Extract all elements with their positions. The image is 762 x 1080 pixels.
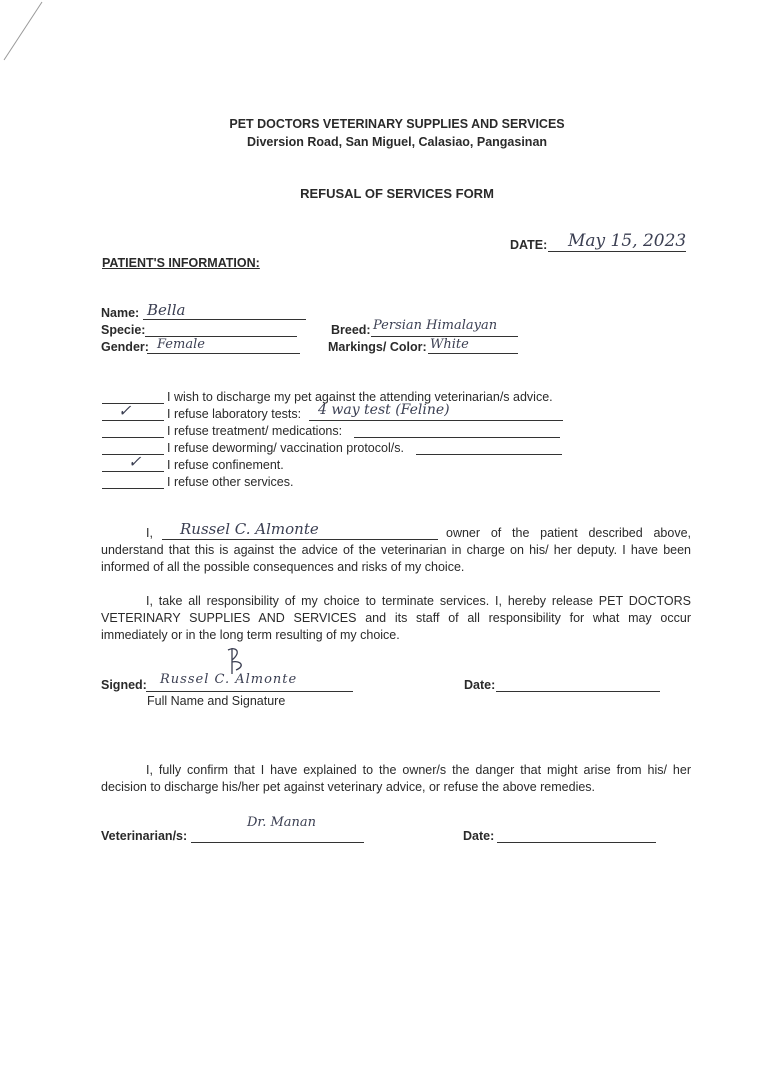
scan-corner-mark <box>0 0 60 70</box>
date-value[interactable]: May 15, 2023 <box>568 231 687 251</box>
option-3-text: I refuse treatment/ medications: <box>167 424 343 438</box>
option-3-mark-line[interactable] <box>102 437 164 438</box>
signature-caption: Full Name and Signature <box>147 694 286 708</box>
veterinarian-date-line[interactable] <box>497 842 656 843</box>
statement-line2: understand that this is against the advice of the veterinarian in charge on his/ her deputy. I have been <box>101 543 691 557</box>
veterinarian-label: Veterinarian/s: <box>101 829 188 843</box>
veterinarian-date-label: Date: <box>463 829 495 843</box>
signed-label: Signed: <box>101 678 147 692</box>
signed-date-line[interactable] <box>496 691 660 692</box>
owner-name-value[interactable]: Russel C. Almonte <box>180 520 319 538</box>
owner-name-line <box>162 539 438 540</box>
name-line <box>143 319 306 320</box>
option-4-text: I refuse deworming/ vaccination protocol/s. <box>167 441 404 455</box>
option-2-detail[interactable]: 4 way test (Feline) <box>318 402 450 418</box>
veterinarian-value[interactable]: Dr. Manan <box>247 815 317 830</box>
statement-line1-rest: owner of the patient described above, <box>446 526 691 540</box>
patient-section-title: PATIENT'S INFORMATION: <box>102 256 260 270</box>
markings-label: Markings/ Color: <box>328 340 427 354</box>
gender-value[interactable]: Female <box>157 337 205 352</box>
date-label: DATE: <box>510 238 548 252</box>
option-6-mark-line[interactable] <box>102 488 164 489</box>
signed-date-label: Date: <box>464 678 496 692</box>
option-5-mark-line[interactable] <box>102 471 164 472</box>
release-paragraph: I, take all responsibility of my choice to terminate services. I, hereby release PET DOCTORS VETERINARY SUPPLIES AND SERVICES and its staff of all responsibility for what may occur immediately or in the long term resulting of my choice. <box>101 594 691 642</box>
name-label: Name: <box>101 306 140 320</box>
option-1-mark-line[interactable] <box>102 403 164 404</box>
veterinarian-line <box>191 842 364 843</box>
signed-value[interactable]: Russel C. Almonte <box>160 672 298 687</box>
option-1-text: I wish to discharge my pet against the attending veterinarian/s advice. <box>167 390 553 404</box>
company-name: PET DOCTORS VETERINARY SUPPLIES AND SERVICES <box>229 117 565 131</box>
option-6-text: I refuse other services. <box>167 475 294 489</box>
markings-value[interactable]: White <box>430 337 469 352</box>
statement-prefix: I, <box>146 526 153 540</box>
option-4-detail-line <box>416 454 562 455</box>
option-2-checkmark: ✓ <box>118 401 132 420</box>
signature-line <box>146 691 353 692</box>
statement-line3: informed of all the possible consequences and risks of my choice. <box>101 560 465 574</box>
specie-label: Specie: <box>101 323 146 337</box>
gender-label: Gender: <box>101 340 149 354</box>
option-5-checkmark: ✓ <box>128 452 142 471</box>
gender-line <box>147 353 300 354</box>
name-value[interactable]: Bella <box>147 301 186 319</box>
form-title: REFUSAL OF SERVICES FORM <box>300 186 494 201</box>
option-2-mark-line[interactable] <box>102 420 164 421</box>
company-address: Diversion Road, San Miguel, Calasiao, Pangasinan <box>246 135 548 149</box>
option-3-detail-line <box>354 437 560 438</box>
breed-label: Breed: <box>331 323 371 337</box>
markings-line <box>428 353 518 354</box>
option-5-text: I refuse confinement. <box>167 458 284 472</box>
option-2-text: I refuse laboratory tests: <box>167 407 302 421</box>
option-2-detail-line <box>309 420 563 421</box>
signature-scribble-icon <box>222 644 252 684</box>
confirmation-paragraph: I, fully confirm that I have explained to the owner/s the danger that might arise from his/ her decision to discharge his/her pet against veterinary advice, or refuse the above remedies. <box>101 763 691 794</box>
date-line <box>548 251 686 252</box>
breed-value[interactable]: Persian Himalayan <box>373 318 498 333</box>
